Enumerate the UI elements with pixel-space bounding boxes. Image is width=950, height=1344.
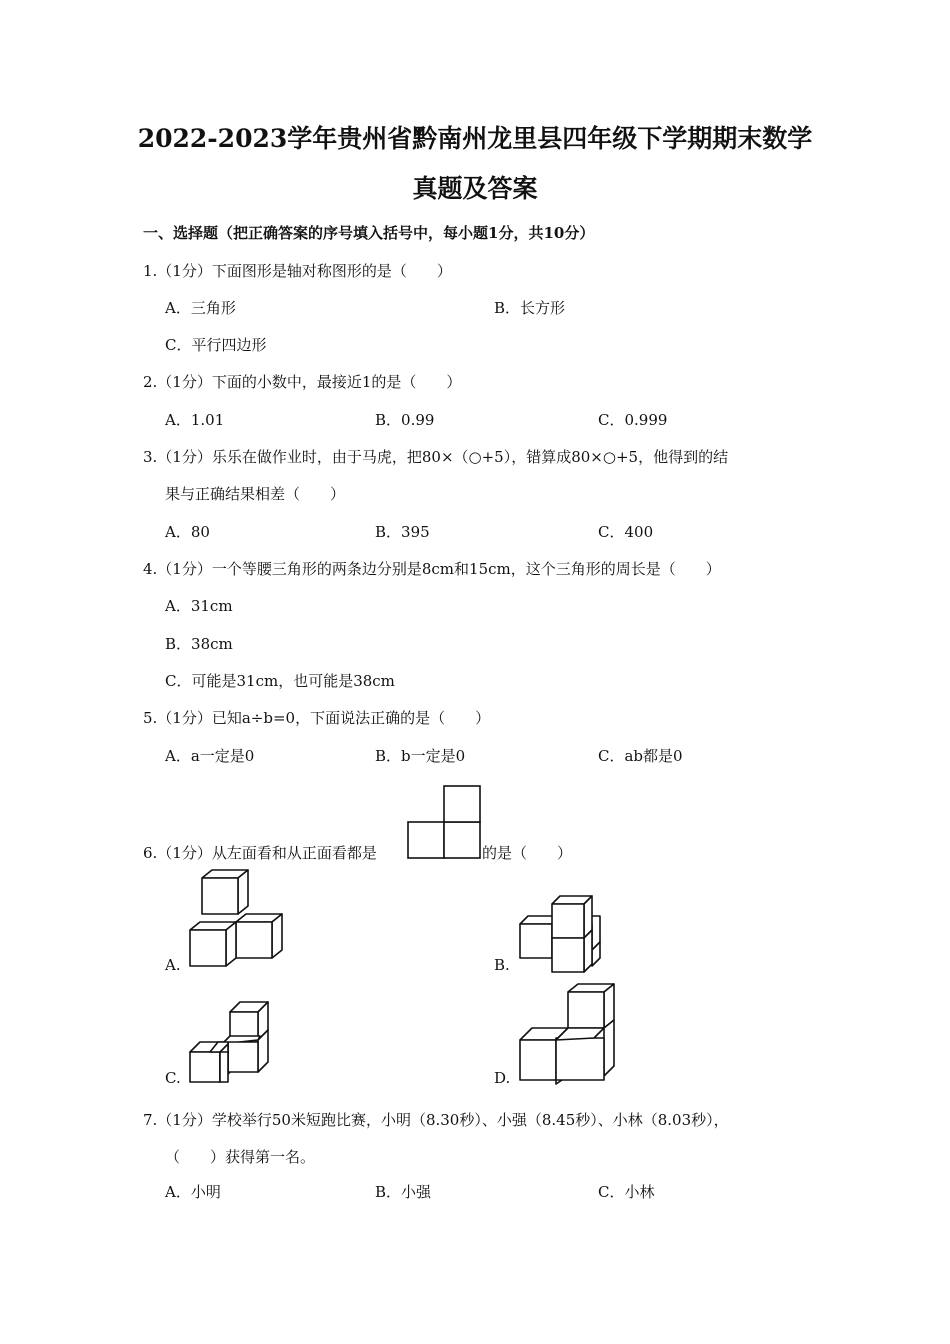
q1-stem: 1.（1分）下面图形是轴对称图形的是（ ）	[143, 262, 452, 280]
q4-option-a: A．31cm	[165, 597, 233, 615]
q6-option-b-label: B.	[494, 956, 510, 974]
q6-option-d-label: D.	[494, 1069, 511, 1087]
q7-option-c: C．小林	[598, 1183, 655, 1201]
q7-option-b: B．小强	[375, 1183, 432, 1201]
q7-option-a: A．小明	[165, 1183, 221, 1201]
q6-option-c-figure	[184, 1000, 274, 1084]
q6-stem-after: 的是（ ）	[482, 844, 573, 862]
q2-stem: 2.（1分）下面的小数中，最接近1的是（ ）	[143, 373, 462, 391]
q3-option-b: B．395	[375, 523, 430, 541]
q6-option-a-figure	[182, 868, 302, 972]
q3-option-c: C．400	[598, 523, 654, 541]
q1-option-b: B．长方形	[494, 299, 566, 317]
section-heading: 一、选择题（把正确答案的序号填入括号中，每小题1分，共10分）	[143, 224, 595, 242]
q6-option-b-figure	[512, 890, 612, 972]
q3-stem-line2: 果与正确结果相差（ ）	[165, 485, 346, 503]
q7-stem-line2: （ ）获得第一名。	[165, 1148, 316, 1166]
q3-option-a: A．80	[165, 523, 210, 541]
q5-option-c: C．ab都是0	[598, 747, 683, 765]
q6-option-c-label: C.	[165, 1069, 181, 1087]
q7-stem-line1: 7.（1分）学校举行50米短跑比赛，小明（8.30秒）、小强（8.45秒）、小林（8.03秒），	[143, 1111, 729, 1129]
q6-option-a-label: A.	[165, 956, 181, 974]
q2-option-c: C．0.999	[598, 411, 668, 429]
q6-stem-before: 6.（1分）从左面看和从正面看都是	[143, 844, 377, 862]
q5-option-a: A．a一定是0	[165, 747, 255, 765]
q1-option-a: A．三角形	[165, 299, 236, 317]
q5-stem: 5.（1分）已知a÷b=0，下面说法正确的是（ ）	[143, 709, 491, 727]
doc-title-line1: 2022-2023学年贵州省黔南州龙里县四年级下学期期末数学	[137, 124, 813, 153]
q2-option-a: A．1.01	[165, 411, 225, 429]
q3-stem-line1: 3.（1分）乐乐在做作业时，由于马虎，把80×（○+5），错算成80×○+5，他得到的结	[143, 448, 729, 466]
q4-option-c: C．可能是31cm，也可能是38cm	[165, 672, 395, 690]
q4-stem: 4.（1分）一个等腰三角形的两条边分别是8cm和15cm，这个三角形的周长是（ ）	[143, 560, 721, 578]
q6-option-d-figure	[512, 980, 622, 1084]
q4-option-b: B．38cm	[165, 635, 233, 653]
q2-option-b: B．0.99	[375, 411, 435, 429]
q1-option-c: C．平行四边形	[165, 336, 267, 354]
q5-option-b: B．b一定是0	[375, 747, 466, 765]
q6-view-figure	[407, 784, 481, 860]
doc-title-line2: 真题及答案	[412, 174, 538, 203]
